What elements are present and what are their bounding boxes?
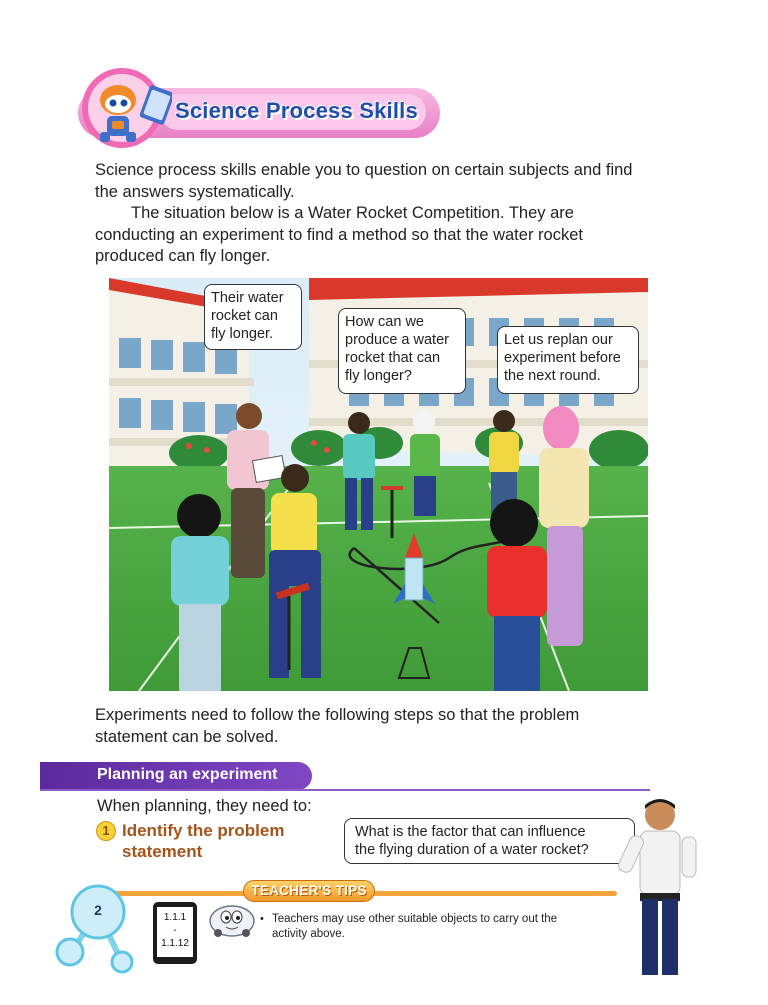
speech-bubble-2 bbox=[338, 308, 466, 394]
bubble-line: the next round. bbox=[504, 368, 601, 384]
bubble-line: Let us replan our bbox=[504, 332, 613, 348]
bubble-line: produce a water bbox=[345, 332, 449, 348]
speech-bubble-1 bbox=[204, 284, 302, 350]
speech-bubble-3 bbox=[497, 326, 639, 394]
situation-paragraph bbox=[95, 203, 695, 268]
student-boy-illustration bbox=[610, 795, 710, 975]
divider bbox=[40, 789, 650, 791]
tip-line: Teachers may use other suitable objects to carry out the bbox=[272, 913, 558, 925]
steps-paragraph bbox=[95, 705, 695, 748]
planning-title: Planning an experiment bbox=[97, 766, 278, 783]
intro-line: Science process skills enable you to question on certain subjects and find bbox=[95, 161, 633, 179]
situation-line: produced can fly longer. bbox=[95, 247, 271, 265]
bubble-line: fly longer. bbox=[211, 326, 274, 342]
standard-start: 1.1.1 bbox=[163, 912, 187, 923]
tip-bullet: • bbox=[260, 913, 264, 925]
situation-line: The situation below is a Water Rocket Competition. They are bbox=[131, 204, 574, 222]
question-line: What is the factor that can influence bbox=[355, 824, 586, 840]
tablet-icon bbox=[153, 902, 197, 964]
bubble-line: rocket that can bbox=[345, 350, 441, 366]
question-speech-bubble bbox=[344, 818, 635, 864]
bubble-line: fly longer? bbox=[345, 368, 412, 384]
robot-mascot-icon bbox=[80, 66, 172, 150]
bubble-line: rocket can bbox=[211, 308, 278, 324]
step-label bbox=[122, 820, 312, 862]
step-label-line: statement bbox=[122, 842, 203, 861]
planning-intro: When planning, they need to: bbox=[97, 797, 312, 815]
intro-line: the answers systematically. bbox=[95, 182, 295, 201]
learning-standard bbox=[157, 907, 193, 957]
bubble-line: experiment before bbox=[504, 350, 621, 366]
teachers-tip-text bbox=[272, 912, 602, 942]
standard-separator: - bbox=[173, 925, 177, 936]
question-line: the flying duration of a water rocket? bbox=[355, 842, 589, 858]
bubble-line: How can we bbox=[345, 314, 424, 330]
molecule-icon bbox=[54, 880, 144, 975]
situation-line: conducting an experiment to find a method so that the water rocket bbox=[95, 225, 583, 244]
tip-line: activity above. bbox=[272, 928, 345, 940]
bubble-line: Their water bbox=[211, 290, 284, 306]
page-number: 2 bbox=[94, 902, 102, 918]
step-number-badge: 1 bbox=[96, 821, 116, 841]
step-label-line: Identify the problem bbox=[122, 821, 285, 840]
robot-car-icon bbox=[206, 897, 256, 939]
steps-line: statement can be solved. bbox=[95, 727, 279, 746]
standard-end: 1.1.12 bbox=[161, 938, 189, 949]
water-rocket-illustration bbox=[109, 278, 648, 691]
teachers-tips-label: TEACHER'S TIPS bbox=[251, 883, 367, 898]
intro-paragraph bbox=[95, 160, 695, 203]
steps-line: Experiments need to follow the following steps so that the problem bbox=[95, 706, 580, 724]
section-title: Science Process Skills bbox=[175, 98, 418, 123]
